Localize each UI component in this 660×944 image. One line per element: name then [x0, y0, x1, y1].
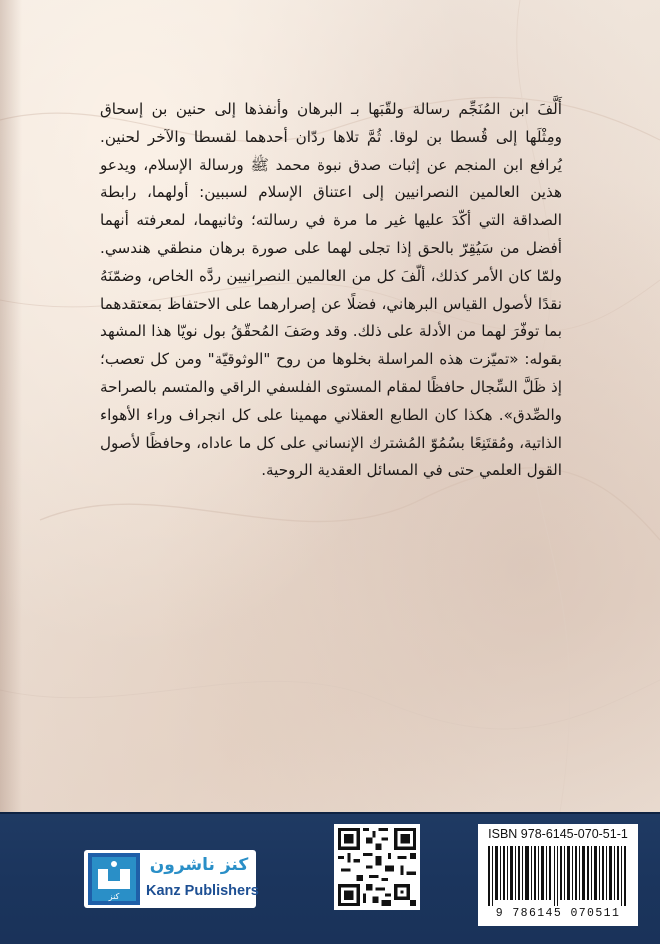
publisher-mark-text: كنز [108, 892, 120, 901]
publisher-mark-icon [88, 853, 140, 905]
spine-shade [0, 0, 22, 812]
barcode-digits: 9 786145 070511 [495, 907, 621, 920]
blurb-paragraph: أَلَّفَ ابن المُنَجِّم رسالة ولقّبَها بـ البرهان وأنفذها إلى حنين بن إسحاق ومِثْلَها إلى قُسطا بن لوقا. ثُمَّ تلاها ردّان أحدهما لقسطا والآخر لحنين. يُرافع ابن المنجم عن إثبات صدق نبوة محمد ﷺ ورسالة الإسلام، ويدعو هذين العالمين النصرانيين إلى اعتناق الإسلام لسببين: أولهما، رابطة الصداقة التي أكّدَ عليها غير ما مرة في رسالته؛ وثانيهما، لمعرفته أنهما أفضل من سَيُقِرّ بالحق إذا تجلى لهما على صورة برهان منطقي هندسي. ولمّا كان الأمر كذلك، ألّفَ كل من العالمين النصرانيين ردَّه الخاص، وضمّنَهُ نقدًا لأصول القياس البرهاني، فضلًا عن إصرارهما على الاحتفاظ بمعتقدهما بما توفّرَ لهما من الأدلة على ذلك. وقد وصَفَ المُحقّقُ بول نويّا هذا المشهد بقوله: «تميّزت هذه المراسلة بخلوها من روح "الوثوقيّة" ومن كل تعصب؛ إذ ظَلَّ السِّجال حافظًا لمقام المستوى الفلسفي الراقي والمتسم بالصراحة والصِّدق». هكذا كان الطابع العقلاني مهمينا على كل انجراف وراء الأهواء الذاتية، ومُقتَنِعًا بسُمُوّ المُشترك الإنساني على كل ما عاداه، وحافظًا لأصول القول العلمي حتى في المسائل العقدية الروحية. [100, 100, 562, 480]
publisher-name-en: Kanz Publishers [146, 883, 259, 899]
isbn-label: ISBN 978-6145-070-51-1 [488, 827, 628, 841]
publisher-name-ar: كنز ناشرون [149, 855, 249, 875]
qr-code-pattern [338, 828, 416, 906]
barcode-icon [486, 846, 630, 906]
back-cover-text [100, 96, 562, 485]
